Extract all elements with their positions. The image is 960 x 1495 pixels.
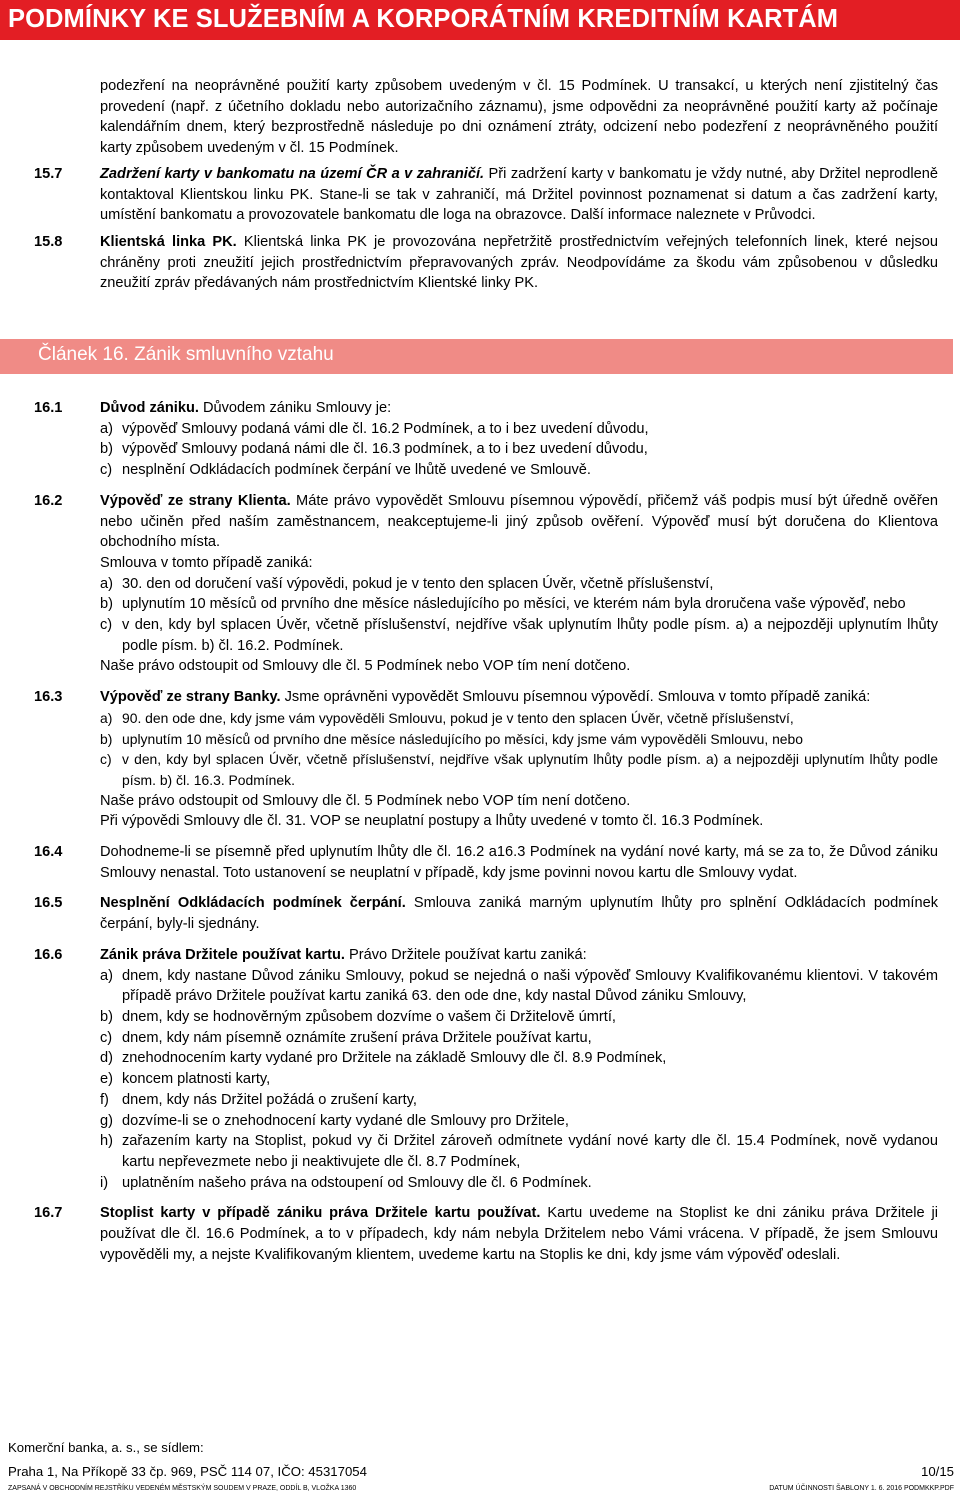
list-item: h) zařazením karty na Stoplist, pokud vy či Držitel zároveň odmítnete vydání nové karty dle čl. 15.4 Podmínek, nově vydanou kartu nepřevezmete nebo ji neaktivujete dle čl. 8.7 Podmínek, xyxy=(100,1133,938,1170)
section-15-8 xyxy=(34,232,938,294)
list-item: c) v den, kdy byl splacen Úvěr, včetně příslušenství, nejdříve však uplynutím lhůty podle písm. a) a nejpozději uplynutím lhůty podle písm. b) čl. 16.2. Podmínek. xyxy=(100,617,938,654)
section-number: 15.8 xyxy=(34,233,63,250)
section-text: Máte právo vypovědět Smlouvu písemnou výpovědí, přičemž váš podpis musí být úředně ověřen nebo učiněn před naším zaměstnancem, neakceptujeme-li jiný způsob ověření. Výpověď musí být doručena do Klientova obchodního místa. xyxy=(100,492,938,551)
section-text: Právo Držitele používat kartu zaniká: xyxy=(344,946,587,963)
section-title: Klientská linka PK. xyxy=(100,233,237,250)
section-text: Při zadržení karty v bankomatu je vždy nutné, aby Držitel neprodleně kontaktoval Klientskou linku PK. Stane-li se tak v zahraničí, má Držitel povinnost poznamenat si datum a čas zadržení karty, umístění bankomatu a provozovatele bankomatu dle loga na obrazovce. Další informace naleznete v Průvodci. xyxy=(100,165,938,224)
section-16-1 xyxy=(34,398,938,481)
section-title: Výpověď ze strany Klienta. xyxy=(100,492,291,509)
section-text: Smlouva zaniká marným uplynutím lhůty pro splnění Odkládacích podmínek čerpání, byly-li sjednány. xyxy=(100,895,938,933)
footer-registry: ZAPSANÁ V OBCHODNÍM REJSTŘÍKU VEDENÉM MĚSTSKÝM SOUDEM V PRAZE, ODDÍL B, VLOŽKA 1360 xyxy=(8,1485,357,1492)
section-16-6 xyxy=(34,945,938,1193)
section-text: Kartu uvedeme na Stoplist ke dni zániku práva Držitele ji používat dle čl. 16.6 Podmínek, a to v případech, kdy nám nebyla Držitelem nebo Vámi vrácena. V případě, že jsem Smlouvu vypověděli my, a nejste Kvalifikovaným klientem, uvedeme kartu na Stoplis ke dni, kdy jsme vám výpověď odeslali. xyxy=(100,1205,938,1263)
section-title: Stoplist karty v případě zániku práva Držitele kartu používat. xyxy=(100,1205,541,1222)
list-item: a) dnem, kdy nastane Důvod zániku Smlouvy, pokud se nejedná o naši výpověď Smlouvy Kvalifikovanému klientovi. V takovém případě právo Držitele používat kartu zaniká 63. den ode dne, kdy nastal Důvod zániku Smlouvy, xyxy=(100,967,938,1005)
list-item: b) uplynutím 10 měsíců od prvního dne měsíce následujícího po měsíci, kdy jsme vám vypověděli Smlouvu, nebo xyxy=(100,730,803,747)
footer-address: Praha 1, Na Příkopě 33 čp. 969, PSČ 114 07, IČO: 45317054 xyxy=(8,1464,367,1479)
article-16-body xyxy=(34,398,938,1265)
list-item: i) uplatněním našeho práva na odstoupení od Smlouvy dle čl. 6 Podmínek. xyxy=(100,1174,592,1191)
section-number: 15.7 xyxy=(34,165,63,182)
section-16-5 xyxy=(34,893,938,934)
list-item: a) 90. den ode dne, kdy jsme vám vypověděli Smlouvu, pokud je v tento den splacen Úvěr, včetně příslušenství, xyxy=(100,709,794,726)
page-title: PODMÍNKY KE SLUŽEBNÍM A KORPORÁTNÍM KREDITNÍM KARTÁM xyxy=(8,5,839,33)
list-item: b) výpověď Smlouvy podaná námi dle čl. 16.3 podmínek, a to i bez uvedení důvodu, xyxy=(100,441,648,458)
section-subtext: Smlouva v tomto případě zaniká: xyxy=(100,554,313,571)
section-title: Výpověď ze strany Banky. xyxy=(100,689,281,706)
section-note: Naše právo odstoupit od Smlouvy dle čl. 5 Podmínek nebo VOP tím není dotčeno. xyxy=(100,792,631,809)
section-text: Důvodem zániku Smlouvy je: xyxy=(198,400,392,416)
section-title: Důvod zániku. xyxy=(100,400,199,416)
section-text: Jsme oprávněni vypovědět Smlouvu písemnou výpovědí. Smlouva v tomto případě zaniká: xyxy=(280,689,871,706)
header-bar xyxy=(0,0,960,40)
section-number: 16.2 xyxy=(34,492,63,509)
section-16-2 xyxy=(34,491,938,677)
continuation-paragraph xyxy=(34,76,938,159)
section-title: Nesplnění Odkládacích podmínek čerpání. xyxy=(100,895,406,912)
article-title: Článek 16. Zánik smluvního vztahu xyxy=(38,344,334,365)
page-number: 10/15 xyxy=(920,1464,954,1479)
list-item: a) 30. den od doručení vaší výpovědi, pokud je v tento den splacen Úvěr, včetně příslušenství, xyxy=(100,575,714,592)
section-15-7 xyxy=(34,164,938,226)
document-body xyxy=(34,76,938,294)
continuation-text: podezření na neoprávněné použití karty způsobem uvedeným v čl. 15 Podmínek. U transakcí, u kterých není zjistitelný čas provedení (např. z účetního dokladu nebo autorizačního záznamu), jsme odpovědni za neoprávněné použití karty až počínaje kalendářním dnem, který bezprostředně následuje po dni oznámení ztráty, odcizení nebo podezření z neoprávněného použití karty způsobem uvedeným v čl. 15 Podmínek. xyxy=(100,78,938,157)
article-heading-bar xyxy=(0,339,953,374)
footer-validity: DATUM ÚČINNOSTI ŠABLONY 1. 6. 2016 PODMKKP.PDF xyxy=(769,1485,954,1492)
list-item: b) uplynutím 10 měsíců od prvního dne měsíce následujícího po měsíci, ve kterém nám byla droručena vaše výpověď, nebo xyxy=(100,596,906,613)
section-text: Dohodneme-li se písemně před uplynutím lhůty dle čl. 16.2 a16.3 Podmínek na vydání nové karty, má se za to, že Důvod zániku Smlouvy nenastal. Toto ustanovení se neuplatní v případě, kdy jsme povinni novou kartu dle Smlouvy vydat. xyxy=(100,844,938,881)
section-number: 16.4 xyxy=(34,844,63,861)
section-title: Zadržení karty v bankomatu na území ČR a v zahraničí. xyxy=(100,165,485,182)
section-note: Při výpovědi Smlouvy dle čl. 31. VOP se neuplatní postupy a lhůty uvedené v tomto čl. 16.3 Podmínek. xyxy=(100,813,764,830)
list-item: g) dozvíme-li se o znehodnocení karty vydané dle Smlouvy pro Držitele, xyxy=(100,1112,569,1129)
list-item: c) nesplnění Odkládacích podmínek čerpání ve lhůtě uvedené ve Smlouvě. xyxy=(100,462,591,479)
section-number: 16.7 xyxy=(34,1205,63,1222)
list-item: d) znehodnocením karty vydané pro Držitele na základě Smlouvy dle čl. 8.9 Podmínek, xyxy=(100,1050,667,1067)
list-item: c) v den, kdy byl splacen Úvěr, včetně příslušenství, nejdříve však uplynutím lhůty podle písm. a) a nejpozději uplynutím lhůty podle písm. b) čl. 16.3. Podmínek. xyxy=(100,751,938,788)
list-item: c) dnem, kdy nám písemně oznámíte zrušení práva Držitele používat kartu, xyxy=(100,1029,592,1046)
page-footer xyxy=(8,1440,954,1492)
section-number: 16.3 xyxy=(34,689,63,706)
section-title: Zánik práva Držitele používat kartu. xyxy=(100,946,345,963)
list-item: e) koncem platnosti karty, xyxy=(100,1071,271,1088)
section-16-4 xyxy=(34,842,938,883)
list-item: b) dnem, kdy se hodnověrným způsobem dozvíme o vašem či Držitelově úmrtí, xyxy=(100,1008,616,1025)
section-16-7 xyxy=(34,1203,938,1265)
section-text: Klientská linka PK je provozována nepřetržitě prostřednictvím veřejných telefonních linek, které nejsou chráněny proti zneužití jejich prostřednictvím přepravovaných zpráv. Neodpovídáme za škodu vám způsobenou v důsledku zneužití zpráv předávaných nám prostřednictvím Klientské linky PK. xyxy=(100,233,938,292)
list-item: a) výpověď Smlouvy podaná vámi dle čl. 16.2 Podmínek, a to i bez uvedení důvodu, xyxy=(100,420,649,437)
section-number: 16.5 xyxy=(34,895,63,912)
section-16-3 xyxy=(34,687,938,832)
section-number: 16.6 xyxy=(34,946,63,963)
section-number: 16.1 xyxy=(34,400,63,416)
section-note: Naše právo odstoupit od Smlouvy dle čl. 5 Podmínek nebo VOP tím není dotčeno. xyxy=(100,658,631,675)
list-item: f) dnem, kdy nás Držitel požádá o zrušení karty, xyxy=(100,1091,417,1108)
footer-bank: Komerční banka, a. s., se sídlem: xyxy=(8,1440,204,1455)
